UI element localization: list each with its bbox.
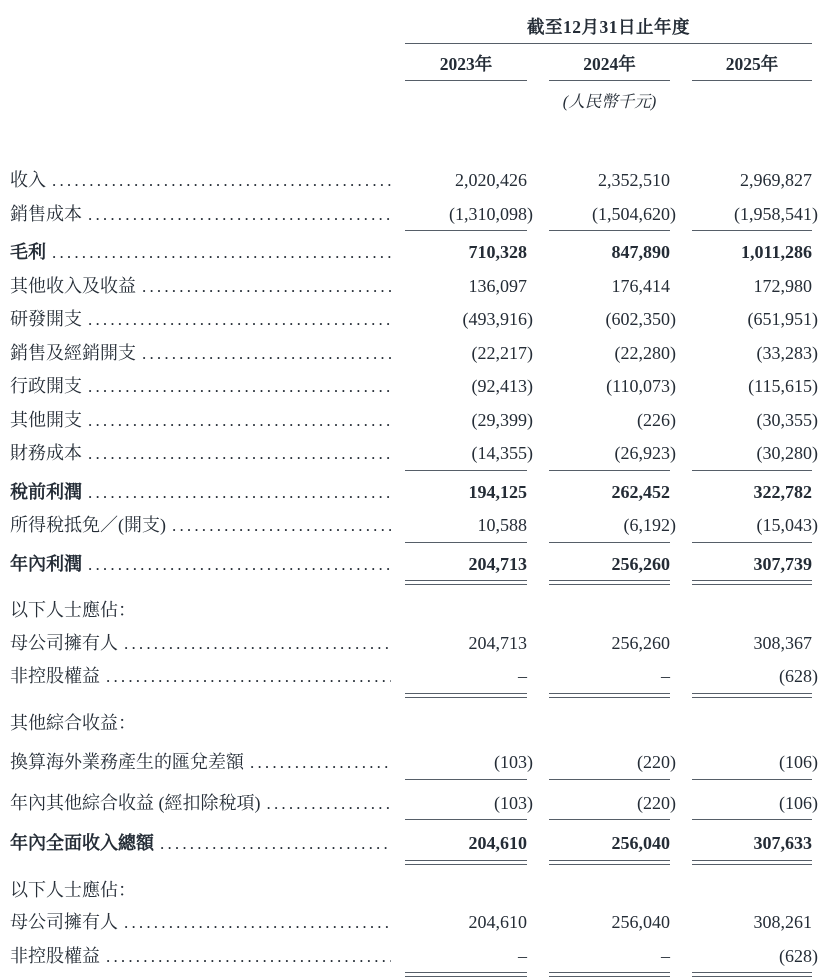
value-2025: 308,367 — [753, 632, 812, 653]
value-2023: 10,588 — [405, 509, 527, 543]
value-2025: 1,011,286 — [740, 242, 812, 262]
dot-leader — [88, 438, 391, 471]
value-2025: (628) — [692, 940, 812, 974]
value-2023: 204,610 — [468, 912, 527, 932]
value-2025: (1,958,541) — [692, 198, 812, 232]
table-row-total-comprehensive-income — [10, 827, 812, 861]
row-label: 行政開支 — [10, 376, 82, 396]
table-row-selling-expenses — [10, 337, 818, 371]
spacer — [405, 81, 527, 112]
column-gap — [670, 81, 692, 112]
dot-leader — [250, 747, 391, 780]
value-2025: (651,951) — [747, 309, 818, 329]
value-2024: (110,073) — [606, 376, 676, 396]
table-row-other-income — [10, 270, 812, 304]
section-header-attributable-to — [10, 594, 812, 627]
value-2025: (30,280) — [692, 437, 812, 471]
year-header-row — [405, 44, 812, 81]
year-column-header-2024: 2024年 — [549, 44, 670, 81]
dot-leader — [124, 907, 391, 940]
table-row-non-controlling-interests — [10, 660, 818, 694]
value-2023: 2,020,426 — [455, 170, 527, 190]
value-2025: (15,043) — [692, 509, 812, 543]
value-2023: (14,355) — [405, 437, 527, 471]
column-gap — [527, 44, 549, 81]
table-row-income-tax — [10, 509, 818, 543]
section-label: 以下人士應佔： — [10, 879, 136, 900]
value-2024: 256,040 — [549, 827, 670, 861]
value-2023: 204,713 — [405, 548, 527, 582]
row-label: 年內利潤 — [10, 553, 82, 574]
value-2023: (493,916) — [462, 309, 533, 329]
unit-note-row — [405, 81, 812, 112]
value-2024: (220) — [549, 746, 670, 780]
row-label: 收入 — [10, 170, 46, 190]
value-2024: (1,504,620) — [549, 198, 670, 232]
table-row-profit-for-year — [10, 548, 812, 582]
row-label: 財務成本 — [10, 443, 82, 463]
table-row-owners-of-parent — [10, 627, 812, 661]
value-2025: 307,739 — [692, 548, 812, 582]
value-2025: (628) — [692, 660, 812, 694]
section-label: 其他綜合收益： — [10, 712, 136, 733]
row-label: 毛利 — [10, 242, 46, 262]
dot-leader — [106, 941, 391, 974]
value-2024: (6,192) — [549, 509, 670, 543]
value-2023: 710,328 — [468, 242, 527, 262]
table-row-gross-profit — [10, 236, 812, 270]
value-2025: 307,633 — [692, 827, 812, 861]
row-label: 年內其他綜合收益 (經扣除稅項) — [10, 792, 261, 813]
dot-leader — [88, 405, 391, 438]
value-2024: 2,352,510 — [598, 170, 670, 190]
table-row-revenue — [10, 164, 812, 198]
row-label: 其他開支 — [10, 409, 82, 430]
value-2023: – — [405, 940, 527, 974]
dot-leader — [267, 788, 392, 821]
table-row-oci-net-of-tax — [10, 787, 818, 821]
table-header — [405, 14, 812, 112]
value-2025: (106) — [692, 746, 812, 780]
value-2023: 194,125 — [468, 481, 527, 502]
dot-leader — [106, 661, 391, 694]
value-2023: (92,413) — [471, 376, 533, 396]
dot-leader — [142, 271, 391, 304]
value-2023: (103) — [405, 787, 527, 821]
dot-leader — [88, 199, 391, 232]
dot-leader — [88, 304, 391, 337]
value-2025: (33,283) — [756, 342, 818, 363]
column-gap — [670, 44, 692, 81]
currency-unit-note: (人民幣千元) — [562, 92, 657, 111]
value-2024: (26,923) — [549, 437, 670, 471]
value-2024: – — [549, 660, 670, 694]
table-row-rd-expenses — [10, 303, 818, 337]
statement-body — [10, 164, 818, 973]
spacer — [692, 81, 812, 112]
table-row-cost-of-sales — [10, 198, 818, 232]
value-2023: – — [405, 660, 527, 694]
dot-leader — [172, 510, 391, 543]
value-2024: 256,260 — [549, 548, 670, 582]
value-2024: 256,040 — [611, 912, 670, 932]
table-row-exchange-differences — [10, 746, 818, 780]
value-2023: (103) — [405, 746, 527, 780]
value-2023: 136,097 — [468, 275, 527, 296]
table-row-admin-expenses — [10, 370, 818, 404]
value-2023: 204,713 — [468, 632, 527, 653]
section-header-other-comprehensive-income — [10, 707, 812, 740]
value-2025: (30,355) — [756, 409, 818, 430]
dot-leader — [124, 628, 391, 661]
dot-leader — [52, 165, 391, 198]
value-2023: (1,310,098) — [405, 198, 527, 232]
row-label: 年內全面收入總額 — [10, 833, 154, 853]
column-gap — [527, 81, 549, 112]
row-label: 非控股權益 — [10, 666, 100, 686]
value-2025: (115,615) — [748, 376, 818, 396]
row-label: 銷售成本 — [10, 203, 82, 224]
year-column-header-2025: 2025年 — [692, 44, 812, 81]
row-label: 所得稅抵免／(開支) — [10, 515, 166, 535]
value-2025: 172,980 — [753, 275, 812, 296]
dot-leader — [88, 371, 391, 404]
row-label: 研發開支 — [10, 309, 82, 329]
table-row-finance-costs — [10, 437, 818, 471]
dot-leader — [160, 828, 391, 861]
row-label: 稅前利潤 — [10, 481, 82, 502]
value-2024: (22,280) — [614, 342, 676, 363]
row-label: 母公司擁有人 — [10, 912, 118, 932]
table-row-non-controlling-interests-2 — [10, 940, 818, 974]
section-header-attributable-to-2 — [10, 874, 812, 907]
table-row-other-expenses — [10, 404, 818, 438]
value-2024: 176,414 — [611, 275, 670, 296]
value-2023: (29,399) — [471, 409, 533, 430]
value-2025: 308,261 — [753, 912, 812, 932]
value-2024: 847,890 — [611, 242, 670, 262]
value-2025: 2,969,827 — [740, 170, 812, 190]
section-label: 以下人士應佔： — [10, 600, 136, 620]
value-2024: (226) — [637, 409, 676, 430]
value-2024: (220) — [549, 787, 670, 821]
value-2025: (106) — [692, 787, 812, 821]
value-2023: 204,610 — [405, 827, 527, 861]
year-column-header-2023: 2023年 — [405, 44, 527, 81]
value-2023: (22,217) — [471, 342, 533, 363]
dot-leader — [88, 477, 391, 510]
value-2024: – — [549, 940, 670, 974]
value-2025: 322,782 — [753, 481, 812, 502]
row-label: 換算海外業務產生的匯兌差額 — [10, 752, 244, 772]
row-label: 銷售及經銷開支 — [10, 342, 136, 363]
row-label: 非控股權益 — [10, 945, 100, 966]
dot-leader — [88, 549, 391, 582]
table-row-profit-before-tax — [10, 476, 812, 510]
value-2024: (602,350) — [605, 309, 676, 329]
period-header: 截至12月31日止年度 — [405, 14, 812, 44]
value-2024: 262,452 — [611, 481, 670, 502]
row-label: 其他收入及收益 — [10, 275, 136, 296]
row-label: 母公司擁有人 — [10, 632, 118, 653]
table-row-owners-of-parent-2 — [10, 906, 812, 940]
dot-leader — [52, 237, 391, 270]
dot-leader — [142, 338, 391, 371]
value-2024: 256,260 — [611, 632, 670, 653]
